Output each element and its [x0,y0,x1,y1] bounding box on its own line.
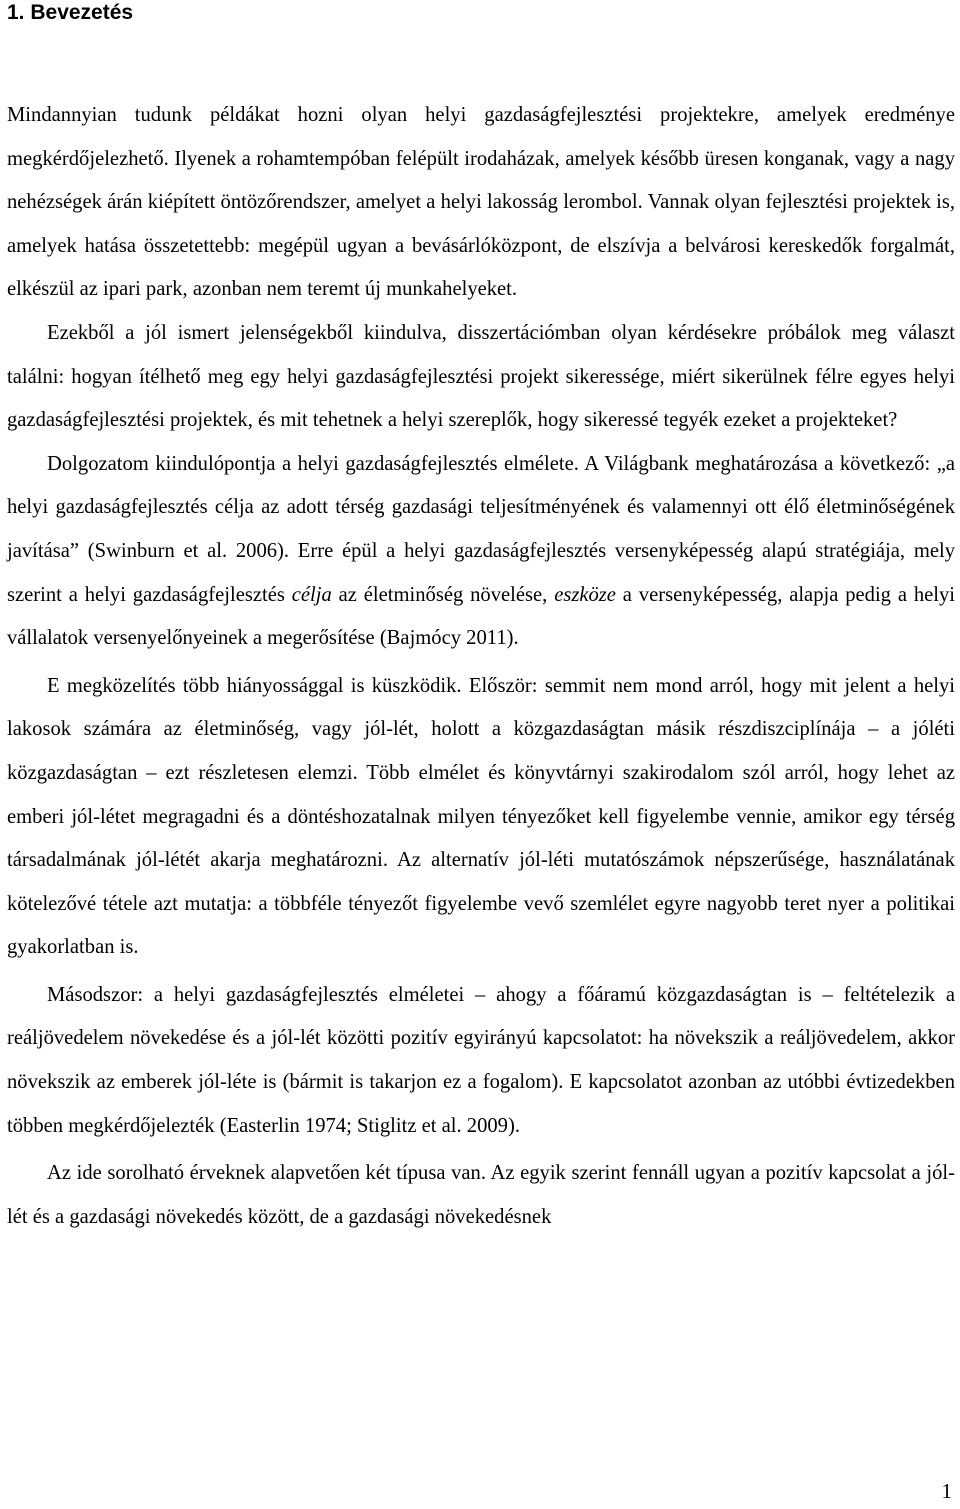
paragraph-first-critique: E megközelítés több hiányossággal is küszködik. Először: semmit nem mond arról, hogy mit jelent a helyi lakosok számára az életminőség, vagy jól-lét, holott a közgazdaságtan másik részdiszciplínája – a jóléti közgazdaságtan – ezt részletesen elemzi. Több elmélet és könyvtárnyi szakirodalom szól arról, hogy lehet az emberi jól-létet megragadni és a döntéshozatalnak milyen tényezőket kell figyelembe vennie, amikor egy térség társadalmának jól-létét akarja meghatározni. Az alternatív jól-léti mutatószámok népszerűsége, használatának kötelezővé tétele azt mutatja: a többféle tényezőt figyelembe vevő szemlélet egyre nagyobb teret nyer a politikai gyakorlatban is. [7,674,955,959]
emphasis-eszkoze: eszköze [554,583,616,606]
body-text [7,94,955,1239]
section-heading: 1. Bevezetés [7,1,134,24]
paragraph-theory-part-3: a versenyképesség, alapja pedig a helyi vállalatok versenyelőnyeinek a megerősítése (Bajmócy 2011). [7,583,956,650]
emphasis-celja: célja [291,583,332,606]
paragraph-theory [7,443,955,661]
paragraph-research-questions: Ezekből a jól ismert jelenségekből kiindulva, disszertációmban olyan kérdésekre próbálok meg választ találni: hogyan ítélhető meg egy helyi gazdaságfejlesztési projekt sikeressége, miért sikerülnek félre egyes helyi gazdaságfejlesztési projektek, és mit tehetnek a helyi szereplők, hogy sikeressé tegyék ezeket a projekteket? [7,321,955,432]
paragraph-second-critique: Másodszor: a helyi gazdaságfejlesztés elméletei – ahogy a főáramú közgazdaságtan is – feltételezik a reáljövedelem növekedése és a jól-lét közötti pozitív egyirányú kapcsolatot: ha növekszik a reáljövedelem, akkor növekszik az emberek jól-léte is (bármit is takarjon ez a fogalom). E kapcsolatot azonban az utóbbi évtizedekben többen megkérdőjelezték (Easterlin 1974; Stiglitz et al. 2009). [7,983,955,1137]
paragraph-theory-part-2: az életminőség növelése, [331,583,555,606]
paragraph-intro: Mindannyian tudunk példákat hozni olyan helyi gazdaságfejlesztési projektekre, amelyek eredménye megkérdőjelezhető. Ilyenek a rohamtempóban felépült irodaházak, amelyek később üresen konganak, vagy a nagy nehézségek árán kiépített öntözőrendszer, amelyet a helyi lakosság lerombol. Vannak olyan fejlesztési projektek is, amelyek hatása összetettebb: megépül ugyan a bevásárlóközpont, de elszívja a belvárosi kereskedők forgalmát, elkészül az ipari park, azonban nem teremt új munkahelyeket. [7,104,955,301]
page-number: 1 [941,1479,952,1503]
paragraph-arguments: Az ide sorolható érveknek alapvetően két típusa van. Az egyik szerint fennáll ugyan a pozitív kapcsolat a jól-lét és a gazdasági növekedés között, de a gazdasági növekedésnek [7,1162,955,1228]
paragraph-theory-part-1: Dolgozatom kiindulópontja a helyi gazdaságfejlesztés elmélete. A Világbank meghatározása a következő: „a helyi gazdaságfejlesztés célja az adott térség gazdasági teljesítményének és valamennyi ott élő életminőségének javítása” (Swinburn et al. 2006). Erre épül a helyi gazdaságfejlesztés versenyképesség alapú stratégiája, mely szerint a helyi gazdaságfejlesztés [7,452,955,606]
